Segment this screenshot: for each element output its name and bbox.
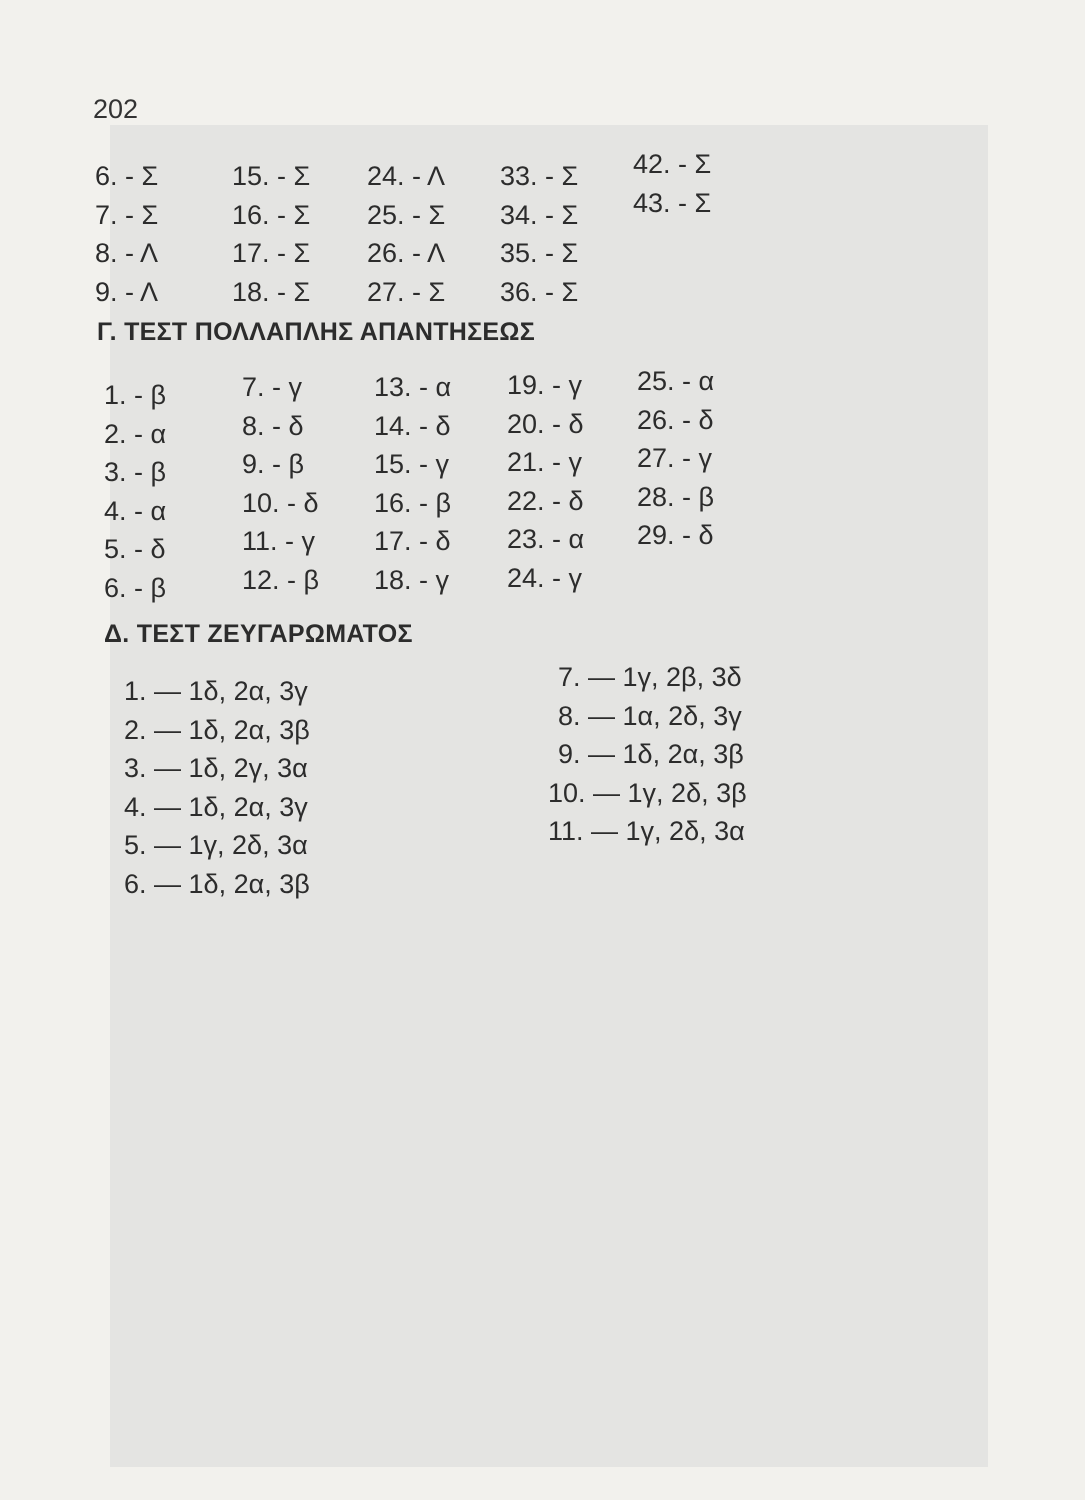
- matching-item: 4. — 1δ, 2α, 3γ: [124, 791, 308, 822]
- answer-item: 15. - γ: [374, 449, 450, 479]
- answer-item: 18. - γ: [374, 564, 450, 595]
- answer-item: 9. - Λ: [95, 276, 159, 307]
- matching-item: 5. — 1γ, 2δ, 3α: [124, 830, 308, 860]
- answer-item: 17. - δ: [374, 526, 451, 556]
- answer-item: 28. - β: [637, 481, 715, 512]
- answer-item: 26. - δ: [637, 404, 714, 435]
- matching-item: 7. — 1γ, 2β, 3δ: [558, 662, 742, 692]
- section-g-column-5: [637, 368, 714, 561]
- answer-item: 43. - Σ: [633, 187, 712, 218]
- matching-item: 1. — 1δ, 2α, 3γ: [124, 676, 308, 706]
- answer-item: 12. - β: [242, 564, 320, 595]
- answer-item: 6. - β: [104, 572, 167, 603]
- section-g-column-1: [104, 382, 166, 613]
- answer-item: 18. - Σ: [232, 276, 311, 307]
- answer-item: 22. - δ: [507, 485, 584, 516]
- answer-item: 23. - α: [507, 524, 585, 554]
- answer-item: 26. - Λ: [367, 238, 446, 268]
- section-g-column-3: [374, 374, 451, 605]
- answer-item: 8. - δ: [242, 410, 304, 441]
- answer-item: 25. - α: [637, 366, 715, 396]
- answer-item: 9. - β: [242, 449, 305, 479]
- answer-item: 27. - γ: [637, 443, 713, 473]
- section-g-title: Γ. ΤΕΣΤ ΠΟΛΛΑΠΛΗΣ ΑΠΑΝΤΗΣΕΩΣ: [97, 318, 536, 346]
- matching-item: 6. — 1δ, 2α, 3β: [124, 868, 310, 899]
- answer-item: 3. - β: [104, 457, 167, 487]
- answer-item: 4. - α: [104, 495, 167, 526]
- answer-item: 1. - β: [104, 380, 167, 410]
- answer-item: 13. - α: [374, 372, 452, 402]
- answer-item: 29. - δ: [637, 520, 714, 550]
- answer-item: 7. - Σ: [95, 199, 159, 230]
- answer-item: 21. - γ: [507, 447, 583, 477]
- answer-item: 6. - Σ: [95, 161, 159, 191]
- answer-item: 35. - Σ: [500, 238, 579, 268]
- answer-item: 27. - Σ: [367, 276, 446, 307]
- answer-item: 16. - Σ: [232, 199, 311, 230]
- section-d-left-column: [124, 678, 310, 909]
- answer-item: 14. - δ: [374, 410, 451, 441]
- answer-item: 19. - γ: [507, 370, 583, 400]
- section-b-column-2: [232, 163, 310, 317]
- answer-item: 11. - γ: [242, 526, 316, 556]
- matching-item: 11. — 1γ, 2δ, 3α: [548, 816, 745, 846]
- answer-item: 42. - Σ: [633, 149, 712, 179]
- section-g-column-4: [507, 372, 584, 603]
- section-b-column-1: [95, 163, 158, 317]
- answer-item: 8. - Λ: [95, 238, 159, 268]
- matching-item: 2. — 1δ, 2α, 3β: [124, 714, 310, 745]
- answer-item: 24. - γ: [507, 562, 583, 593]
- section-b-column-3: [367, 163, 445, 317]
- answer-item: 25. - Σ: [367, 199, 446, 230]
- answer-item: 33. - Σ: [500, 161, 579, 191]
- section-d-title: Δ. ΤΕΣΤ ΖΕΥΓΑΡΩΜΑΤΟΣ: [104, 620, 413, 648]
- answer-item: 36. - Σ: [500, 276, 579, 307]
- matching-item: 8. — 1α, 2δ, 3γ: [558, 700, 742, 731]
- answer-item: 2. - α: [104, 418, 167, 449]
- matching-item: 3. — 1δ, 2γ, 3α: [124, 753, 308, 783]
- matching-item: 9. — 1δ, 2α, 3β: [558, 739, 744, 769]
- answer-item: 10. - δ: [242, 487, 319, 518]
- answer-item: 34. - Σ: [500, 199, 579, 230]
- answer-item: 15. - Σ: [232, 161, 311, 191]
- page-number: 202: [93, 94, 139, 124]
- answer-item: 17. - Σ: [232, 238, 311, 268]
- section-b-column-4: [500, 163, 578, 317]
- section-b-column-5: [633, 151, 711, 228]
- answer-item: 16. - β: [374, 487, 452, 518]
- section-d-right-column: [548, 664, 747, 857]
- section-g-column-2: [242, 374, 319, 605]
- answer-item: 20. - δ: [507, 408, 584, 439]
- answer-item: 5. - δ: [104, 534, 166, 564]
- matching-item: 10. — 1γ, 2δ, 3β: [548, 777, 747, 808]
- answer-item: 24. - Λ: [367, 161, 446, 191]
- answer-item: 7. - γ: [242, 372, 303, 402]
